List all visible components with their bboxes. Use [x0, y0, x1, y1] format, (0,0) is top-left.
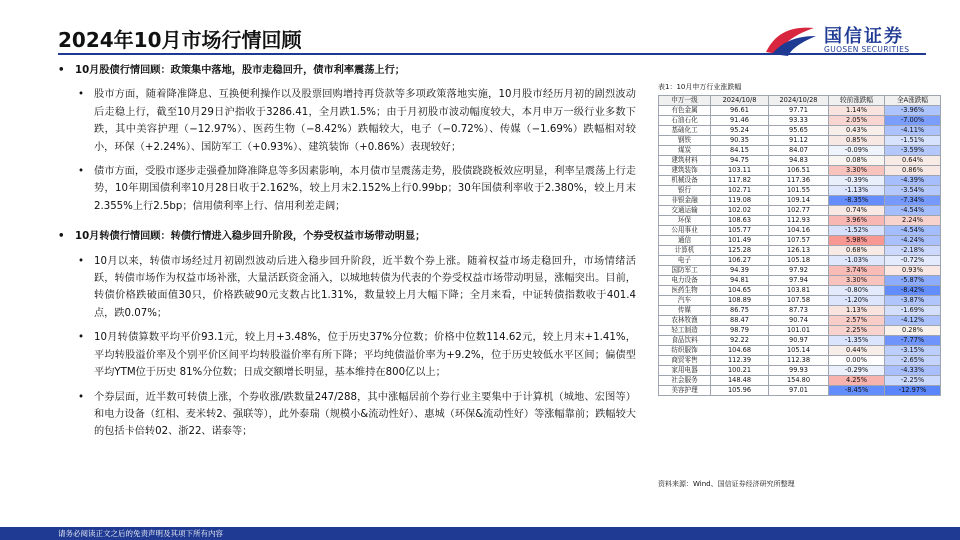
- cell-value-1: 104.68: [711, 346, 769, 356]
- cell-alla-change: -4.24%: [885, 236, 941, 246]
- table-row: [659, 306, 941, 316]
- section2-paragraph-1: • 10月以来，转债市场经过月初剧烈波动后进入稳步回升阶段，近半数个券上涨。随着权益市场走稳回升，市场情绪活跃，转债市场作为权益市场补涨，大量活跃资金涌入，以城地转债为代表的个券受权益市场带动明显，涨幅突出。目前，转债价格跌破面值30只，价格跌破90元支数占比1.31%，数量较上月大幅下降；全月来看，中证转债指数收于401.4点，跌0.07%；: [58, 253, 636, 323]
- cell-industry: 非银金融: [659, 196, 711, 206]
- cell-industry: 建筑材料: [659, 156, 711, 166]
- cell-value-1: 94.75: [711, 156, 769, 166]
- table-row: [659, 256, 941, 266]
- cell-change: -8.35%: [829, 196, 885, 206]
- cell-alla-change: 0.93%: [885, 266, 941, 276]
- section1-heading: • 10月股债行情回顾：政策集中落地，股市走稳回升，债市利率震荡上行；: [58, 62, 636, 79]
- header-industry: 申万一级: [659, 96, 711, 106]
- cell-industry: 电力设备: [659, 276, 711, 286]
- cell-change: -0.39%: [829, 176, 885, 186]
- disclaimer-text: 请务必阅读正文之后的免责声明及其项下所有内容: [58, 529, 223, 538]
- table-row: [659, 156, 941, 166]
- cell-value-1: 94.39: [711, 266, 769, 276]
- cell-change: 0.85%: [829, 136, 885, 146]
- table-row: [659, 326, 941, 336]
- guosen-logo: [762, 20, 927, 60]
- table-row: [659, 346, 941, 356]
- main-text: [58, 62, 636, 441]
- guosen-logo-icon: [762, 22, 818, 56]
- cell-value-2: 90.97: [769, 336, 829, 346]
- cell-industry: 电子: [659, 256, 711, 266]
- cell-change: 0.43%: [829, 126, 885, 136]
- cell-alla-change: -0.72%: [885, 256, 941, 266]
- section1-bond-paragraph: • 债市方面，受股市逐步走强叠加降准降息等多因素影响，本月债市呈震荡走势，股债跷跷板效应明显，利率呈震荡上行走势，10年期国债利率10月28日收于2.162%，较上月末2.152%上行0.99bp；30年国债利率收于2.380%，较上月末2.355%上行2.5bp；信用债利率上行、信用利差走阔；: [58, 163, 636, 215]
- cell-industry: 农林牧渔: [659, 316, 711, 326]
- cell-value-2: 104.16: [769, 226, 829, 236]
- cell-value-1: 102.71: [711, 186, 769, 196]
- table-row: [659, 376, 941, 386]
- table-row: [659, 286, 941, 296]
- cell-value-2: 107.58: [769, 296, 829, 306]
- table-row: [659, 206, 941, 216]
- cell-change: 2.25%: [829, 326, 885, 336]
- cell-change: 0.68%: [829, 246, 885, 256]
- header-date-2: 2024/10/28: [769, 96, 829, 106]
- cell-value-1: 148.48: [711, 376, 769, 386]
- cell-alla-change: -4.54%: [885, 206, 941, 216]
- table-row: [659, 216, 941, 226]
- cell-value-1: 86.75: [711, 306, 769, 316]
- cell-value-1: 105.96: [711, 386, 769, 396]
- cell-change: 3.30%: [829, 166, 885, 176]
- table-row: [659, 186, 941, 196]
- table-row: [659, 136, 941, 146]
- cell-industry: 汽车: [659, 296, 711, 306]
- cell-value-2: 97.71: [769, 106, 829, 116]
- cell-change: 3.96%: [829, 216, 885, 226]
- cell-value-2: 84.07: [769, 146, 829, 156]
- cell-change: 3.74%: [829, 266, 885, 276]
- cell-change: 0.74%: [829, 206, 885, 216]
- industry-returns-table: [658, 95, 941, 396]
- cell-change: 5.98%: [829, 236, 885, 246]
- cell-value-1: 108.89: [711, 296, 769, 306]
- table-row: [659, 176, 941, 186]
- cell-alla-change: -4.39%: [885, 176, 941, 186]
- table-header-row: [659, 96, 941, 106]
- cell-change: 4.25%: [829, 376, 885, 386]
- cell-value-2: 101.01: [769, 326, 829, 336]
- cell-value-1: 105.77: [711, 226, 769, 236]
- table-row: [659, 236, 941, 246]
- cell-value-1: 106.27: [711, 256, 769, 266]
- cell-value-1: 117.82: [711, 176, 769, 186]
- cell-alla-change: -4.54%: [885, 226, 941, 236]
- cell-alla-change: 0.86%: [885, 166, 941, 176]
- header-change: 较前涨跌幅: [829, 96, 885, 106]
- cell-value-1: 104.65: [711, 286, 769, 296]
- cell-alla-change: -4.12%: [885, 316, 941, 326]
- cell-industry: 国防军工: [659, 266, 711, 276]
- cell-value-2: 94.83: [769, 156, 829, 166]
- cell-value-1: 100.21: [711, 366, 769, 376]
- cell-change: 0.08%: [829, 156, 885, 166]
- cell-alla-change: -3.15%: [885, 346, 941, 356]
- cell-alla-change: -1.69%: [885, 306, 941, 316]
- cell-change: 2.05%: [829, 116, 885, 126]
- cell-industry: 纺织服饰: [659, 346, 711, 356]
- cell-value-2: 99.93: [769, 366, 829, 376]
- cell-value-2: 95.65: [769, 126, 829, 136]
- section1-stock-paragraph: • 股市方面，随着降准降息、互换便利操作以及股票回购增持再贷款等多项政策落地实施，10月股市经历月初的剧烈波动后走稳上行，截至10月29日沪指收于3286.41，全月跌1.5%；由于月初股市波动幅度较大，本月申万一级行业多数下跌，其中美容护理（−12.97%）、医药生物（−8.42%）跌幅较大，电子（−0.72%）、传媒（−1.69%）跌幅相对较小，环保（+2.24%）、国防军工（+0.93%）、建筑装饰（+0.86%）表现较好；: [58, 86, 636, 156]
- table-source: 资料来源：Wind、国信证券经济研究所整理: [658, 480, 795, 488]
- cell-value-2: 154.80: [769, 376, 829, 386]
- cell-industry: 基础化工: [659, 126, 711, 136]
- section2-paragraph-3: • 个券层面，近半数可转债上涨，个券收涨/跌数量247/288，其中涨幅居前个券行业主要集中于计算机（城地、宏图等）和电力设备（红相、麦米转2、强联等），此外泰瑞（规模小&流动性好）、惠城（环保&流动性好）等涨幅靠前；跌幅较大的包括卡倍转02、浙22、诺泰等；: [58, 389, 636, 441]
- cell-value-2: 97.94: [769, 276, 829, 286]
- cell-alla-change: 0.28%: [885, 326, 941, 336]
- cell-industry: 传媒: [659, 306, 711, 316]
- cell-change: -1.03%: [829, 256, 885, 266]
- cell-industry: 钢铁: [659, 136, 711, 146]
- cell-alla-change: -3.54%: [885, 186, 941, 196]
- page-title: 2024年10月市场行情回顾: [58, 28, 302, 52]
- cell-value-2: 97.92: [769, 266, 829, 276]
- cell-industry: 轻工制造: [659, 326, 711, 336]
- cell-value-2: 117.36: [769, 176, 829, 186]
- cell-value-2: 90.74: [769, 316, 829, 326]
- cell-value-1: 88.47: [711, 316, 769, 326]
- cell-alla-change: -7.77%: [885, 336, 941, 346]
- table-row: [659, 126, 941, 136]
- cell-value-2: 107.57: [769, 236, 829, 246]
- cell-value-2: 87.73: [769, 306, 829, 316]
- cell-value-1: 91.46: [711, 116, 769, 126]
- cell-alla-change: -2.18%: [885, 246, 941, 256]
- cell-value-1: 90.35: [711, 136, 769, 146]
- cell-alla-change: -2.65%: [885, 356, 941, 366]
- cell-industry: 食品饮料: [659, 336, 711, 346]
- cell-alla-change: -3.59%: [885, 146, 941, 156]
- table-row: [659, 106, 941, 116]
- section2-heading: • 10月转债行情回顾：转债行情进入稳步回升阶段，个券受权益市场带动明显；: [58, 228, 636, 245]
- cell-industry: 环保: [659, 216, 711, 226]
- header-alla-change: 全A涨跌幅: [885, 96, 941, 106]
- cell-value-1: 101.49: [711, 236, 769, 246]
- cell-industry: 交通运输: [659, 206, 711, 216]
- table-row: [659, 166, 941, 176]
- cell-alla-change: -3.87%: [885, 296, 941, 306]
- section2-paragraph-2: • 10月转债算数平均平价93.1元，较上月+3.48%，位于历史37%分位数；价格中位数114.62元，较上月末+1.41%，平均转股溢价率及个别平价区间平均转股溢价率有所下降；平均纯债溢价率为+9.2%，位于历史较低水平区间；偏债型平均YTM位于历史 81%分位数；日成交额增长明显，基本维持在800亿以上；: [58, 329, 636, 381]
- cell-change: 0.00%: [829, 356, 885, 366]
- footer-bar: [0, 527, 960, 540]
- table-row: [659, 366, 941, 376]
- cell-industry: 计算机: [659, 246, 711, 256]
- cell-industry: 公用事业: [659, 226, 711, 236]
- cell-alla-change: -8.42%: [885, 286, 941, 296]
- cell-value-2: 112.38: [769, 356, 829, 366]
- cell-change: -1.13%: [829, 186, 885, 196]
- cell-industry: 煤炭: [659, 146, 711, 156]
- table-row: [659, 336, 941, 346]
- logo-name-cn: 国信证券: [824, 26, 904, 47]
- cell-value-1: 112.39: [711, 356, 769, 366]
- cell-alla-change: -2.25%: [885, 376, 941, 386]
- cell-value-2: 97.01: [769, 386, 829, 396]
- table-row: [659, 356, 941, 366]
- cell-industry: 有色金属: [659, 106, 711, 116]
- table-row: [659, 316, 941, 326]
- table-row: [659, 386, 941, 396]
- cell-value-2: 101.55: [769, 186, 829, 196]
- cell-change: -1.52%: [829, 226, 885, 236]
- table-row: [659, 276, 941, 286]
- cell-industry: 通信: [659, 236, 711, 246]
- cell-change: 3.30%: [829, 276, 885, 286]
- cell-industry: 机械设备: [659, 176, 711, 186]
- table-row: [659, 296, 941, 306]
- cell-value-1: 125.28: [711, 246, 769, 256]
- cell-industry: 石油石化: [659, 116, 711, 126]
- cell-value-1: 95.24: [711, 126, 769, 136]
- cell-value-2: 93.33: [769, 116, 829, 126]
- cell-value-1: 92.22: [711, 336, 769, 346]
- cell-industry: 美容护理: [659, 386, 711, 396]
- table-row: [659, 196, 941, 206]
- table-row: [659, 266, 941, 276]
- cell-change: -1.20%: [829, 296, 885, 306]
- cell-change: 1.14%: [829, 106, 885, 116]
- cell-value-2: 112.93: [769, 216, 829, 226]
- cell-value-1: 102.02: [711, 206, 769, 216]
- logo-name-en: GUOSEN SECURITIES: [824, 45, 910, 54]
- cell-alla-change: 2.24%: [885, 216, 941, 226]
- cell-industry: 医药生物: [659, 286, 711, 296]
- cell-industry: 银行: [659, 186, 711, 196]
- table-row: [659, 146, 941, 156]
- cell-value-2: 103.81: [769, 286, 829, 296]
- cell-change: -1.35%: [829, 336, 885, 346]
- cell-value-2: 91.12: [769, 136, 829, 146]
- cell-alla-change: -4.11%: [885, 126, 941, 136]
- cell-change: 2.57%: [829, 316, 885, 326]
- cell-value-1: 108.63: [711, 216, 769, 226]
- cell-change: -0.09%: [829, 146, 885, 156]
- cell-value-2: 126.13: [769, 246, 829, 256]
- cell-value-2: 106.51: [769, 166, 829, 176]
- cell-value-2: 105.14: [769, 346, 829, 356]
- cell-value-2: 102.77: [769, 206, 829, 216]
- cell-alla-change: 0.64%: [885, 156, 941, 166]
- cell-change: -0.29%: [829, 366, 885, 376]
- cell-change: -0.80%: [829, 286, 885, 296]
- cell-change: -8.45%: [829, 386, 885, 396]
- cell-alla-change: -5.87%: [885, 276, 941, 286]
- cell-alla-change: -12.97%: [885, 386, 941, 396]
- table-row: [659, 226, 941, 236]
- cell-value-1: 103.11: [711, 166, 769, 176]
- table-row: [659, 246, 941, 256]
- cell-value-1: 96.61: [711, 106, 769, 116]
- cell-industry: 建筑装饰: [659, 166, 711, 176]
- cell-alla-change: -3.96%: [885, 106, 941, 116]
- cell-value-1: 84.15: [711, 146, 769, 156]
- cell-value-2: 105.18: [769, 256, 829, 266]
- cell-value-1: 94.81: [711, 276, 769, 286]
- cell-value-2: 109.14: [769, 196, 829, 206]
- cell-alla-change: -4.33%: [885, 366, 941, 376]
- table-row: [659, 116, 941, 126]
- cell-alla-change: -7.34%: [885, 196, 941, 206]
- cell-industry: 商贸零售: [659, 356, 711, 366]
- table-caption: 表1：10月申万行业涨跌幅: [658, 83, 742, 91]
- cell-change: 0.44%: [829, 346, 885, 356]
- table-body: [659, 106, 941, 396]
- cell-value-1: 119.08: [711, 196, 769, 206]
- cell-change: 1.13%: [829, 306, 885, 316]
- cell-industry: 社会服务: [659, 376, 711, 386]
- header-date-1: 2024/10/8: [711, 96, 769, 106]
- cell-alla-change: -1.51%: [885, 136, 941, 146]
- cell-industry: 家用电器: [659, 366, 711, 376]
- cell-alla-change: -7.00%: [885, 116, 941, 126]
- cell-value-1: 98.79: [711, 326, 769, 336]
